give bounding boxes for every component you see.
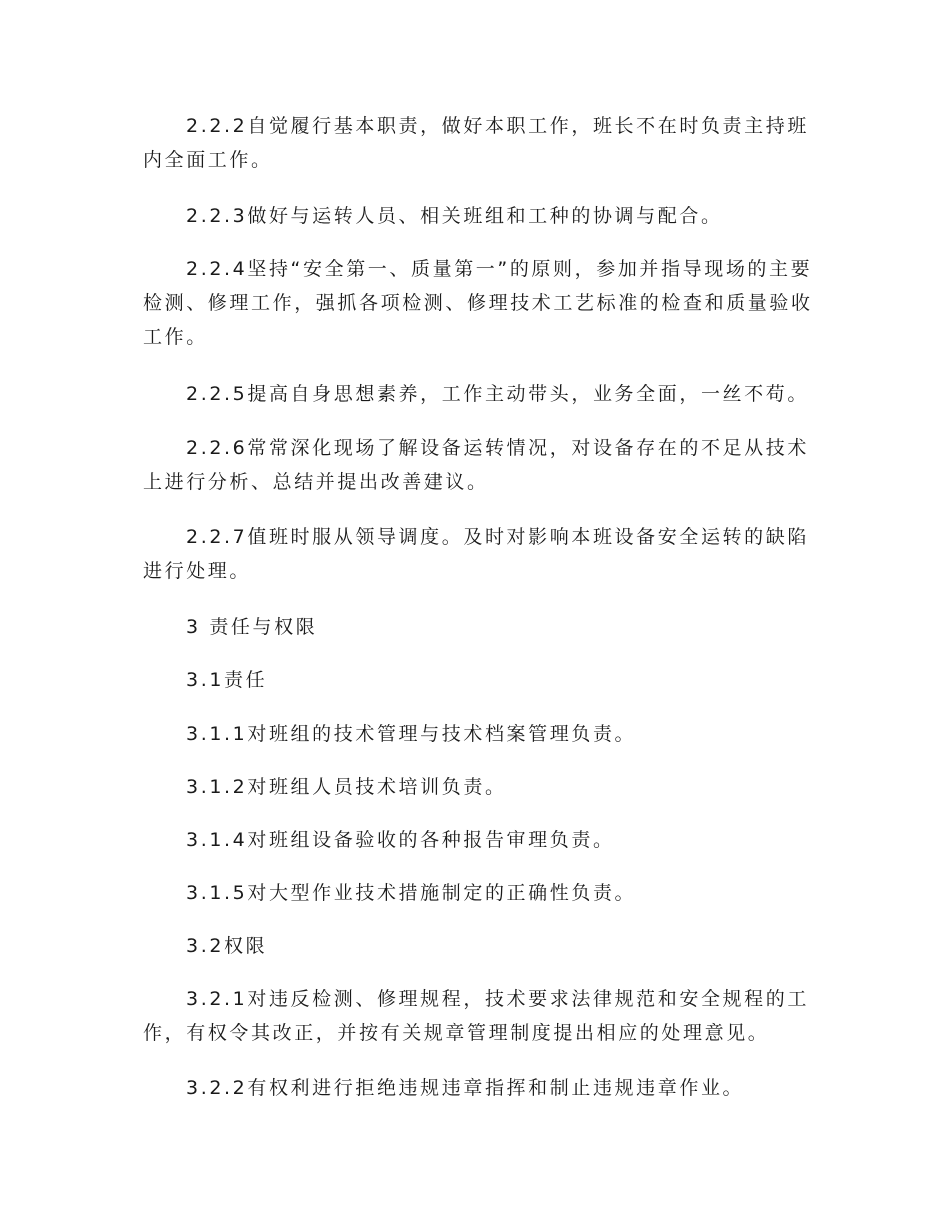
paragraph-2-2-3: 2.2.3做好与运转人员、相关班组和工种的协调与配合。 — [186, 205, 723, 227]
paragraph-2-2-7: 2.2.7值班时服从领导调度。及时对影响本班设备安全运转的缺陷进行处理。 — [143, 526, 809, 582]
paragraph-3-2-1: 3.2.1对违反检测、修理规程，技术要求法律规范和安全规程的工作，有权令其改正，并按有关规章管理制度提出相应的处理意见。 — [143, 988, 809, 1044]
paragraph-3-1-5: 3.1.5对大型作业技术措施制定的正确性负责。 — [186, 882, 637, 904]
section-heading-3: 3 责任与权限 — [186, 616, 318, 638]
paragraph-2-2-6: 2.2.6常常深化现场了解设备运转情况，对设备存在的不足从技术上进行分析、总结并提出改善建议。 — [143, 437, 809, 493]
subsection-heading-3-2: 3.2权限 — [186, 935, 268, 957]
paragraph-3-1-4: 3.1.4对班组设备验收的各种报告审理负责。 — [186, 829, 615, 851]
paragraph-2-2-2: 2.2.2自觉履行基本职责，做好本职工作，班长不在时负责主持班内全面工作。 — [143, 115, 809, 171]
paragraph-2-2-5: 2.2.5提高自身思想素养，工作主动带头，业务全面，一丝不苟。 — [186, 383, 809, 405]
paragraph-2-2-4: 2.2.4坚持“安全第一、质量第一”的原则，参加并指导现场的主要检测、修理工作，强抓各项检测、修理技术工艺标准的检查和质量验收工作。 — [143, 258, 813, 348]
paragraph-3-1-1: 3.1.1对班组的技术管理与技术档案管理负责。 — [186, 723, 637, 745]
paragraph-3-1-2: 3.1.2对班组人员技术培训负责。 — [186, 776, 507, 798]
subsection-heading-3-1: 3.1责任 — [186, 669, 268, 691]
paragraph-3-2-2: 3.2.2有权利进行拒绝违规违章指挥和制止违规违章作业。 — [186, 1077, 745, 1099]
